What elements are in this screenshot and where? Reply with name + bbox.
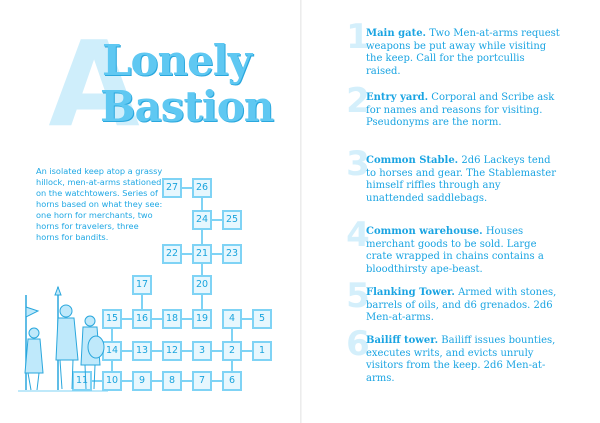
room-15: 15 (102, 309, 122, 329)
entry-number: 1 (346, 17, 370, 57)
title-line-1: Lonely (102, 36, 252, 85)
entry-number: 6 (346, 324, 370, 364)
room-11: 11 (72, 371, 92, 391)
room-3: 3 (192, 341, 212, 361)
entry-title: Bailiff tower. (366, 335, 439, 346)
entry-3 (344, 144, 560, 205)
room-20: 20 (192, 275, 212, 295)
room-16: 16 (132, 309, 152, 329)
entry-body: Armed with stones, barrels of oils, and d6 grenados. 2d6 Men-at-arms. (366, 287, 557, 323)
entry-body: Corporal and Scribe ask for names and reasons for visiting. Pseudonyms are the norm. (366, 92, 555, 128)
room-6: 6 (222, 371, 242, 391)
entry-5 (344, 276, 560, 325)
entry-title: Common warehouse. (366, 226, 483, 237)
room-8: 8 (162, 371, 182, 391)
entry-title: Common Stable. (366, 155, 459, 166)
room-14: 14 (102, 341, 122, 361)
entry-body: Bailiff issues bounties, executes writs, and evicts unruly visitors from the keep. 2d6 Men-at-arms. (366, 335, 556, 384)
entry-number: 2 (346, 81, 370, 121)
intro-text: An isolated keep atop a grassy hillock, men-at-arms stationed on the watchtowers. Series of horns based on what they see: one horn for merchants, two horns for travelers, three horns for bandits. (36, 166, 163, 242)
room-25: 25 (222, 210, 242, 230)
room-9: 9 (132, 371, 152, 391)
entry-body: Houses merchant goods to be sold. Large crate wrapped in chains contains a bloodthirsty ape-beast. (366, 226, 544, 275)
room-26: 26 (192, 178, 212, 198)
entry-number: 3 (346, 144, 370, 184)
room-24: 24 (192, 210, 212, 230)
page-gutter (300, 0, 302, 423)
title-drop-letter: A (48, 15, 140, 153)
room-10: 10 (102, 371, 122, 391)
room-27: 27 (162, 178, 182, 198)
entry-title: Entry yard. (366, 92, 429, 103)
entry-1 (344, 17, 560, 78)
room-12: 12 (162, 341, 182, 361)
entry-title: Main gate. (366, 28, 427, 39)
entry-body: Two Men-at-arms request weapons be put away while visiting the keep. Call for the portcullis raised. (366, 28, 560, 77)
entry-4 (344, 215, 560, 276)
room-7: 7 (192, 371, 212, 391)
room-23: 23 (222, 244, 242, 264)
room-13: 13 (132, 341, 152, 361)
room-5: 5 (252, 309, 272, 329)
room-21: 21 (192, 244, 212, 264)
men-at-arms-illustration (18, 285, 108, 395)
room-22: 22 (162, 244, 182, 264)
room-1: 1 (252, 341, 272, 361)
entry-2 (344, 81, 560, 130)
entry-number: 4 (346, 215, 370, 255)
room-2: 2 (222, 341, 242, 361)
entry-number: 5 (346, 276, 370, 316)
room-4: 4 (222, 309, 242, 329)
room-17: 17 (132, 275, 152, 295)
entry-title: Flanking Tower. (366, 287, 455, 298)
title-line-2: Bastion (100, 82, 274, 131)
room-19: 19 (192, 309, 212, 329)
entry-body: 2d6 Lackeys tend to horses and gear. The Stablemaster himself riffles through any unattended saddlebags. (366, 155, 556, 204)
entry-6 (344, 324, 560, 385)
room-18: 18 (162, 309, 182, 329)
